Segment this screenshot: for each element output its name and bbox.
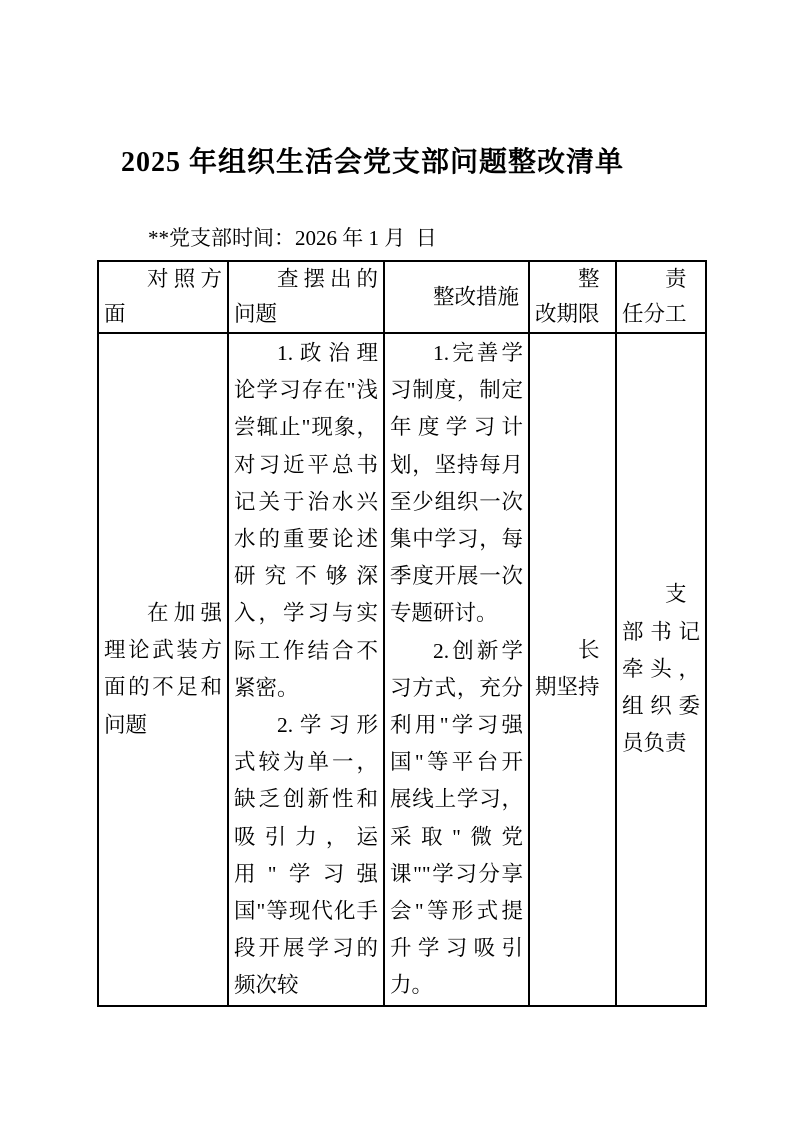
- paragraph: 1.政治理论学习存在"浅尝辄止"现象，对习近平总书记关于治水兴水的重要论述研究不够深入，学习与实际工作结合不紧密。: [234, 341, 378, 700]
- branch-date-line: **党支部时间：2026 年 1 月 日: [148, 226, 437, 250]
- paragraph: 1.完善学习制度，制定年度学习计划，坚持每月至少组织一次集中学习，每季度开展一次专题研讨。: [390, 341, 523, 626]
- cell-measures: [384, 333, 529, 1006]
- rectification-table: [97, 260, 707, 1007]
- paragraph: 2.学习形式较为单一，缺乏创新性和吸引力，运用"学习强国"等现代化手段开展学习的频次较: [234, 713, 378, 998]
- paragraph: 2.创新学习方式，充分利用"学习强国"等平台开展线上学习，采取"微党课""学习分享会"等形式提升学习吸引力。: [390, 638, 523, 998]
- header-problems: 查摆出的问题: [228, 261, 384, 333]
- header-deadline: 整改期限: [529, 261, 616, 333]
- cell-problems: [228, 333, 384, 1006]
- table-row: [98, 333, 706, 1006]
- cell-aspect: 在加强理论武装方面的不足和问题: [98, 333, 228, 1006]
- cell-deadline: 长期坚持: [529, 333, 616, 1006]
- page-title: 2025 年组织生活会党支部问题整改清单: [120, 147, 624, 178]
- table-header-row: [98, 261, 706, 333]
- header-responsibility: 责任分工: [616, 261, 706, 333]
- cell-responsibility: 支部书记牵头，组织委员负责: [616, 333, 706, 1006]
- header-aspect: 对照方面: [98, 261, 228, 333]
- header-measures: 整改措施: [384, 261, 529, 333]
